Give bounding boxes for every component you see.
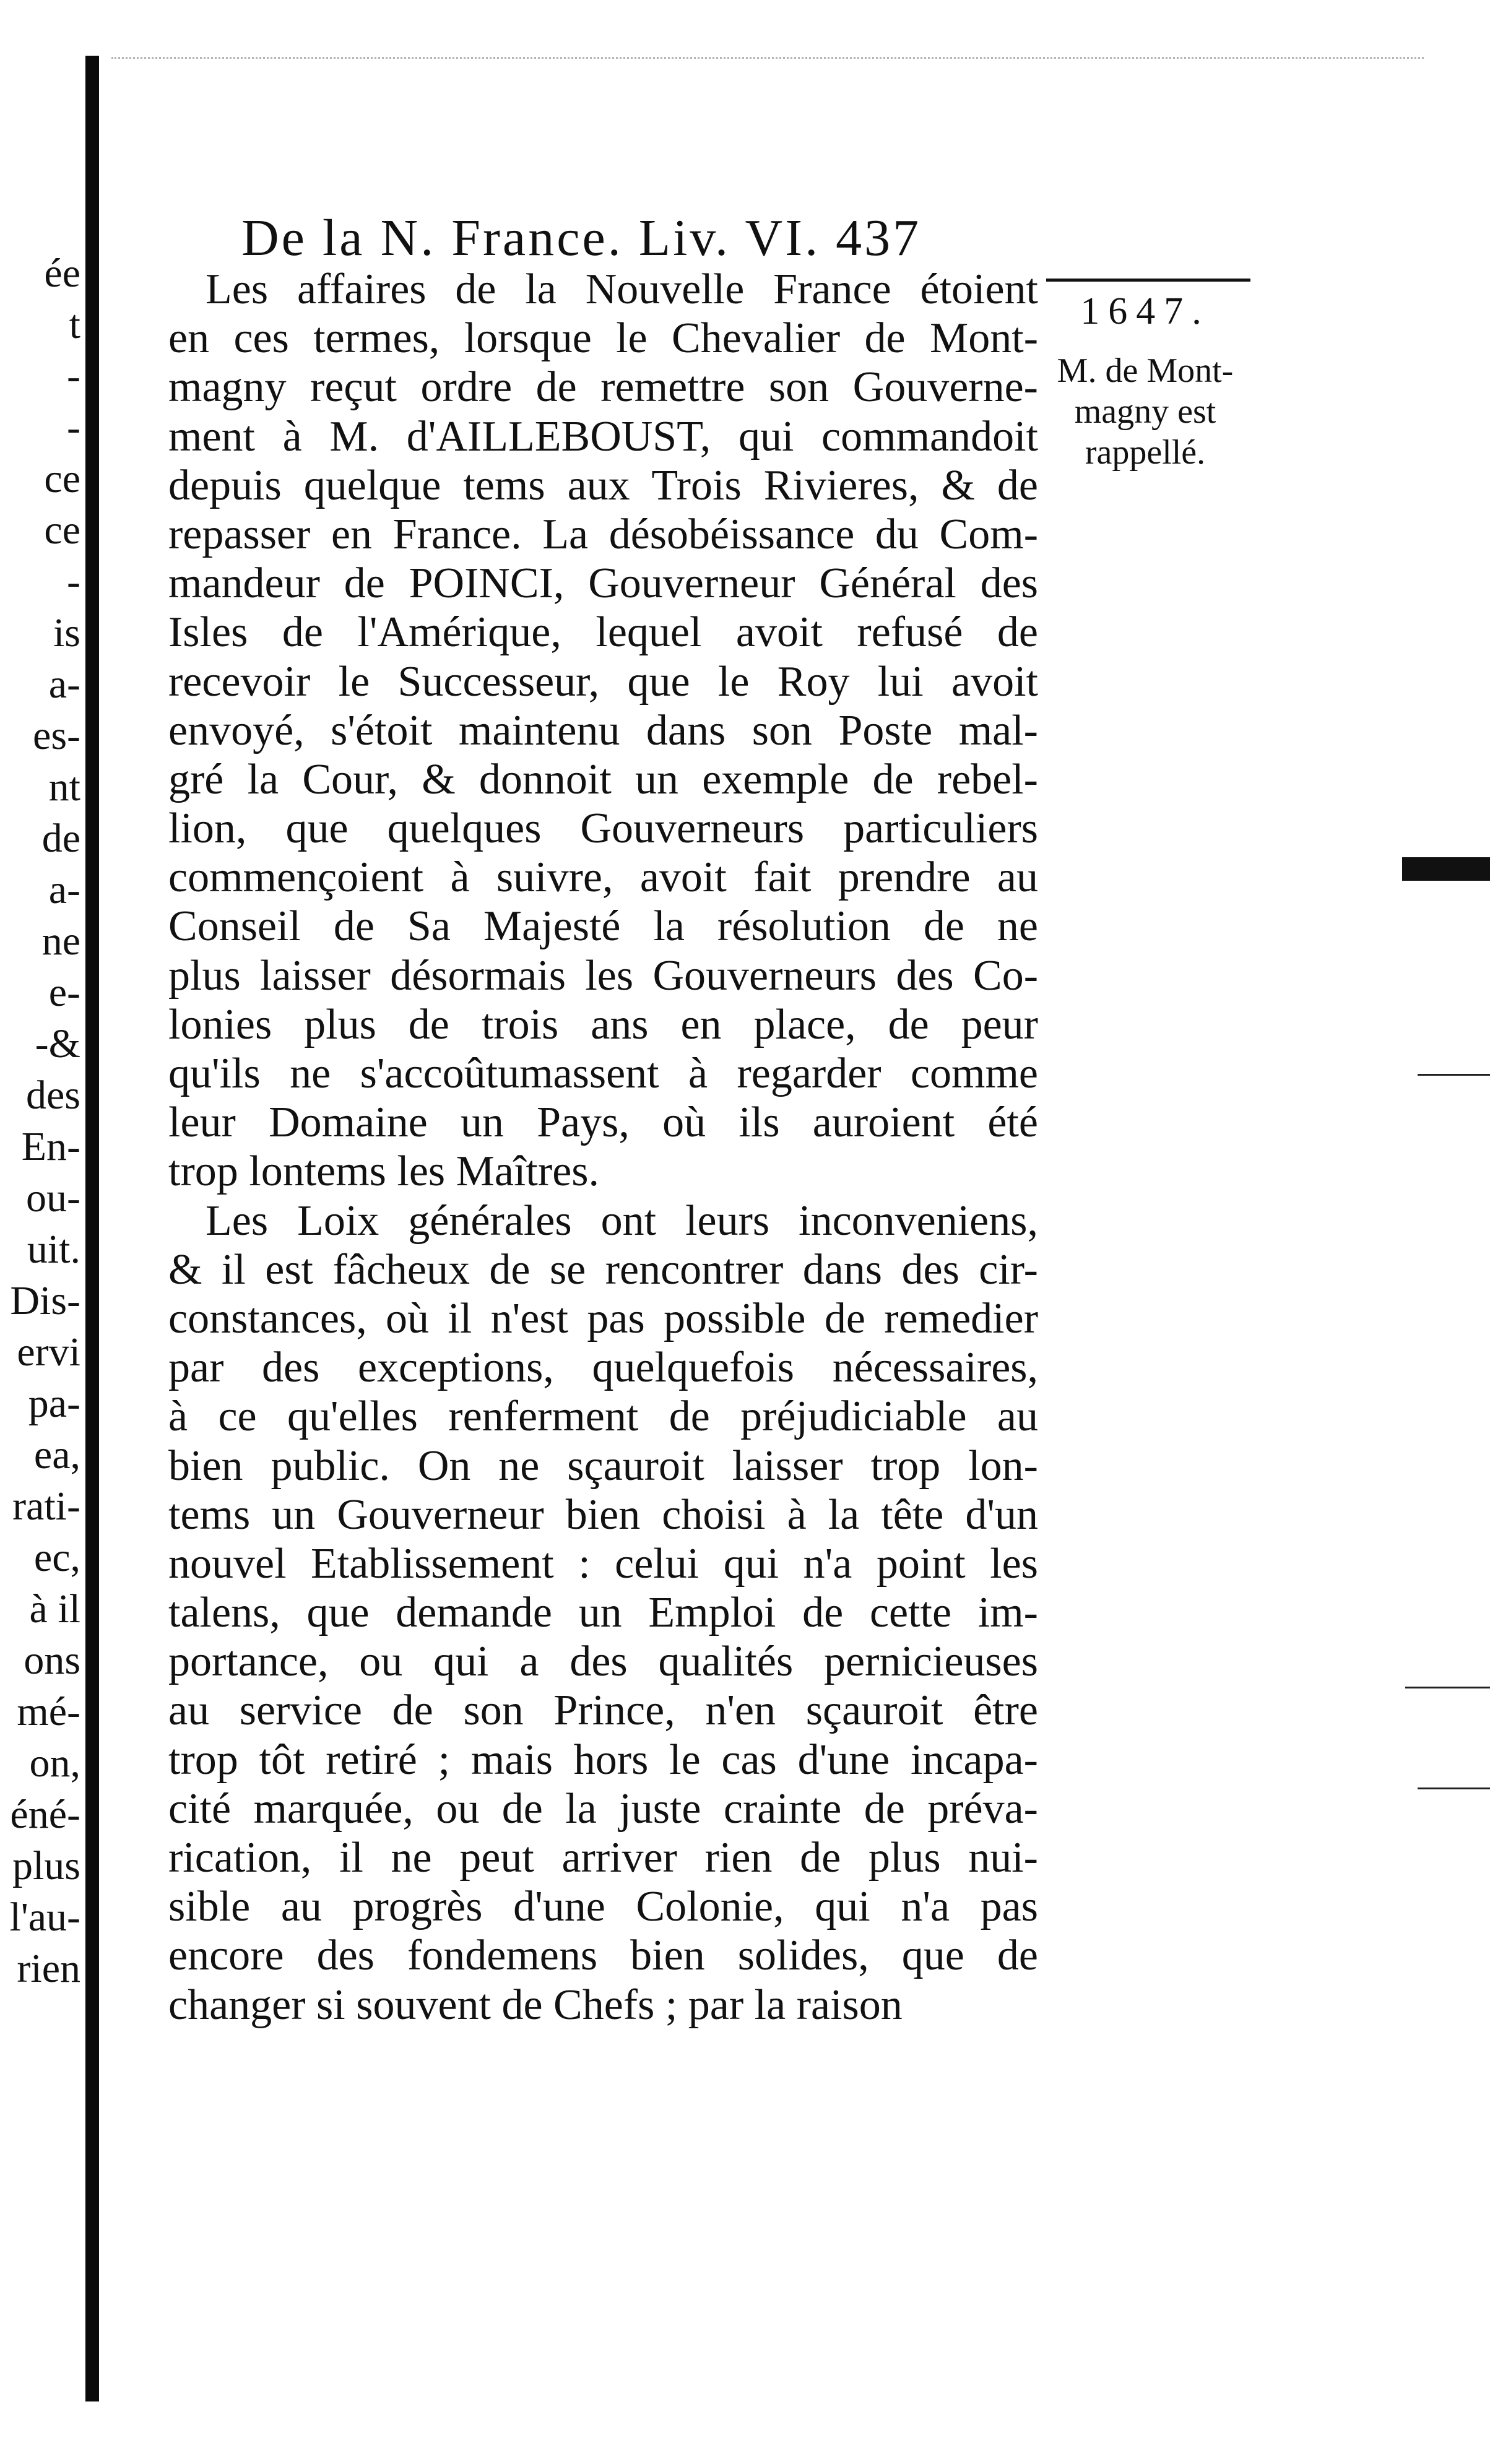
text-line: en ces termes, lorsque le Chevalier de Mont- — [168, 314, 1038, 363]
text-line: lion, que quelques Gouverneurs particuliers — [168, 805, 1038, 853]
text-line: qu'ils ne s'accoûtumassent à regarder comme — [168, 1050, 1038, 1097]
facing-page-fragment: is — [53, 610, 80, 655]
facing-page-fragment: uit. — [27, 1227, 80, 1272]
margin-note-line: M. de Mont- — [1057, 352, 1234, 390]
text-line: Conseil de Sa Majesté la résolution de ne — [168, 902, 1038, 951]
facing-page-fragment: nt — [48, 764, 80, 810]
paragraph — [168, 1196, 1038, 2030]
facing-page-fragment: ons — [24, 1638, 80, 1683]
facing-page-fragment: ervi — [17, 1329, 80, 1375]
text-line: Les affaires de la Nouvelle France étoient — [206, 266, 1038, 313]
margin-note-line: rappellé. — [1085, 433, 1206, 472]
text-line: bien public. On ne sçauroit laisser trop lon- — [168, 1442, 1038, 1490]
facing-page-fragment: Dis- — [10, 1278, 80, 1323]
facing-page-fragment: -& — [35, 1021, 80, 1066]
facing-page-fragment: des — [26, 1073, 80, 1118]
text-line: commençoient à suivre, avoit fait prendre au — [168, 854, 1038, 902]
text-line: talens, que demande un Emploi de cette im- — [168, 1589, 1038, 1637]
text-line: depuis quelque tems aux Trois Rivieres, & de — [168, 461, 1038, 509]
facing-page-fragment: ce — [44, 456, 80, 501]
facing-page-fragment: l'au- — [9, 1895, 80, 1940]
text-line: changer si souvent de Chefs ; par la raison — [168, 1981, 903, 2029]
facing-page-fragment: a- — [48, 867, 80, 912]
facing-page-fragment: rati- — [12, 1484, 80, 1529]
facing-page-fragment: - — [67, 559, 80, 604]
facing-page-fragment: En- — [21, 1124, 80, 1169]
facing-page-fragments — [0, 248, 80, 1994]
margin-note — [1046, 291, 1244, 473]
text-line: lonies plus de trois ans en place, de peur — [168, 1000, 1038, 1048]
facing-page-fragment: éné- — [10, 1792, 80, 1837]
text-line: trop tôt retiré ; mais hors le cas d'une incapa- — [168, 1736, 1038, 1784]
facing-page-fragment: de — [41, 816, 80, 861]
text-line: Isles de l'Amérique, lequel avoit refusé de — [168, 608, 1038, 657]
text-line: par des exceptions, quelquefois nécessaires, — [168, 1344, 1038, 1392]
binding-shadow — [85, 56, 99, 2401]
facing-page-fragment: ec, — [33, 1535, 80, 1580]
facing-page-fragment: t — [69, 302, 80, 347]
top-edge-specks — [111, 57, 1424, 61]
facing-page-fragment: rien — [17, 1946, 80, 1991]
text-line: au service de son Prince, n'en sçauroit être — [168, 1687, 1038, 1735]
text-line: plus laisser désormais les Gouverneurs des Co- — [168, 951, 1038, 1000]
margin-note-line: magny est — [1074, 392, 1216, 431]
facing-page-fragment: e- — [48, 970, 80, 1015]
paragraph — [168, 265, 1038, 1196]
text-line: rication, il ne peut arriver rien de plus nui- — [168, 1834, 1038, 1882]
text-line: magny reçut ordre de remettre son Gouverne- — [168, 363, 1038, 412]
text-line: repasser en France. La désobéissance du Com- — [168, 510, 1038, 558]
text-line: tems un Gouverneur bien choisi à la tête d'un — [168, 1490, 1038, 1539]
facing-page-fragment: on, — [29, 1740, 80, 1786]
facing-page-fragment: es- — [33, 713, 80, 758]
facing-page-fragment: - — [67, 353, 80, 399]
text-line: envoyé, s'étoit maintenu dans son Poste mal- — [168, 706, 1038, 754]
text-line: recevoir le Successeur, que le Roy lui avoit — [168, 657, 1038, 706]
text-line: mandeur de POINCI, Gouverneur Général des — [168, 560, 1038, 608]
facing-page-fragment: ce — [44, 508, 80, 553]
text-line: sible au progrès d'une Colonie, qui n'a pas — [168, 1883, 1038, 1931]
edge-tab-mark — [1402, 857, 1490, 881]
text-line: constances, où il n'est pas possible de remedier — [168, 1294, 1038, 1342]
text-line: gré la Cour, & donnoit un exemple de rebel- — [168, 755, 1038, 803]
text-line: à ce qu'elles renferment de préjudiciable au — [168, 1393, 1038, 1441]
facing-page-fragment: ou- — [26, 1175, 80, 1221]
header-rule — [1046, 279, 1250, 282]
text-line: Les Loix générales ont leurs inconveniens, — [206, 1196, 1038, 1245]
facing-page-fragment: plus — [12, 1843, 80, 1888]
facing-page-fragment: à il — [29, 1586, 80, 1632]
text-line: & il est fâcheux de se rencontrer dans des cir- — [168, 1245, 1038, 1294]
edge-rule — [1405, 1687, 1490, 1688]
text-line: leur Domaine un Pays, où ils auroient été — [168, 1099, 1038, 1147]
margin-year: 1647. — [1080, 290, 1210, 332]
text-line: trop lontems les Maîtres. — [168, 1148, 600, 1196]
facing-page-fragment: a- — [48, 662, 80, 707]
facing-page-fragment: ne — [41, 919, 80, 964]
edge-rule — [1418, 1787, 1490, 1789]
text-line: portance, ou qui a des qualités pernicieuses — [168, 1638, 1038, 1686]
facing-page-fragment: pa- — [28, 1381, 80, 1426]
edge-rule — [1418, 1074, 1490, 1076]
facing-page-fragment: - — [67, 405, 80, 450]
facing-page-fragment: mé- — [17, 1689, 80, 1734]
text-line: cité marquée, ou de la juste crainte de préva- — [168, 1784, 1038, 1833]
text-line: nouvel Etablissement : celui qui n'a point les — [168, 1539, 1038, 1588]
facing-page-fragment: ée — [44, 251, 80, 296]
text-line: ment à M. d'AILLEBOUST, qui commandoit — [168, 412, 1038, 460]
facing-page-fragment: ea, — [33, 1432, 80, 1477]
text-line: encore des fondemens bien solides, que de — [168, 1932, 1038, 1980]
running-header: De la N. France. Liv. VI. 437 — [241, 209, 922, 267]
body-text — [168, 265, 1038, 2030]
